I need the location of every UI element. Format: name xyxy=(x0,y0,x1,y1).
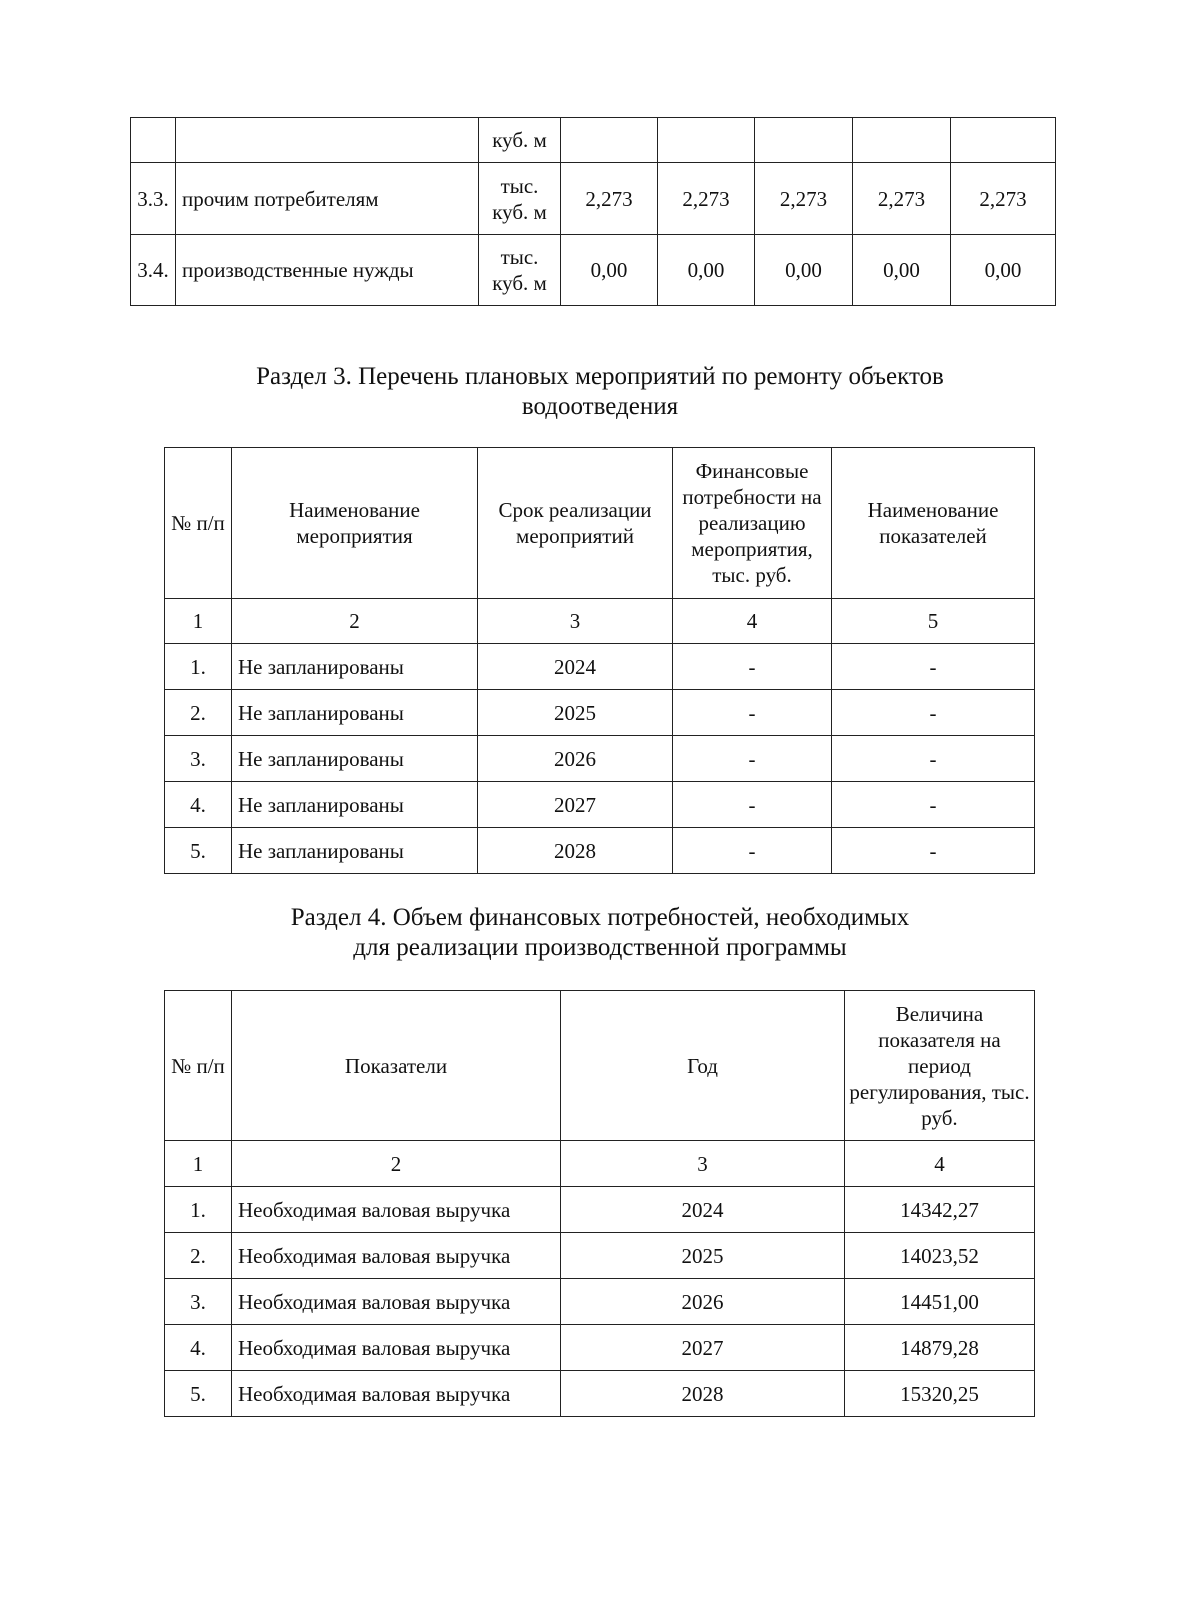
activity-name: Не запланированы xyxy=(232,828,478,874)
activity-name: Не запланированы xyxy=(232,690,478,736)
row-value xyxy=(755,118,853,163)
cell: 2028 xyxy=(561,1371,845,1417)
row-name: производственные нужды xyxy=(176,235,479,306)
column-number: 4 xyxy=(673,599,832,644)
row-value xyxy=(561,118,658,163)
table-row xyxy=(165,782,1035,828)
section4-title-line2: для реализации производственной программы xyxy=(353,934,847,961)
table-row xyxy=(165,644,1035,690)
column-header: № п/п xyxy=(165,448,232,599)
row-value: 2,273 xyxy=(561,163,658,235)
column-number: 5 xyxy=(832,599,1035,644)
row-value xyxy=(853,118,951,163)
cell: 3. xyxy=(165,736,232,782)
column-header: Год xyxy=(561,991,845,1141)
indicator-name: Необходимая валовая выручка xyxy=(232,1325,561,1371)
cell: - xyxy=(832,736,1035,782)
column-header: Финансовые потребности на реализацию мероприятия, тыс. руб. xyxy=(673,448,832,599)
header-row xyxy=(165,991,1035,1141)
cell: 5. xyxy=(165,828,232,874)
cell: - xyxy=(832,690,1035,736)
indicator-name: Необходимая валовая выручка xyxy=(232,1371,561,1417)
row-name: прочим потребителям xyxy=(176,163,479,235)
row-value: 0,00 xyxy=(951,235,1056,306)
row-value xyxy=(658,118,755,163)
cell: 1. xyxy=(165,1187,232,1233)
cell: 2025 xyxy=(478,690,673,736)
column-number-row xyxy=(165,1141,1035,1187)
row-number: 3.3. xyxy=(131,163,176,235)
cell: 15320,25 xyxy=(845,1371,1035,1417)
cell: - xyxy=(673,644,832,690)
column-number: 1 xyxy=(165,1141,232,1187)
cell: - xyxy=(673,828,832,874)
table-row xyxy=(165,1325,1035,1371)
cell: 14342,27 xyxy=(845,1187,1035,1233)
row-value: 0,00 xyxy=(755,235,853,306)
cell: 1. xyxy=(165,644,232,690)
cell: - xyxy=(832,828,1035,874)
cell: 4. xyxy=(165,782,232,828)
row-value: 2,273 xyxy=(658,163,755,235)
column-header: Величина показателя на период регулирования, тыс. руб. xyxy=(845,991,1035,1141)
table-row xyxy=(131,163,1056,235)
row-number xyxy=(131,118,176,163)
section3-title xyxy=(0,362,1200,422)
column-number: 1 xyxy=(165,599,232,644)
section3-title-line2: водоотведения xyxy=(521,393,679,420)
cell: 5. xyxy=(165,1371,232,1417)
table-row xyxy=(165,690,1035,736)
header-row xyxy=(165,448,1035,599)
activity-name: Не запланированы xyxy=(232,644,478,690)
repair-activities-table xyxy=(164,447,1035,874)
column-number: 2 xyxy=(232,599,478,644)
section4-title xyxy=(0,903,1200,963)
table-row xyxy=(131,118,1056,163)
table-row xyxy=(165,1371,1035,1417)
column-header: Наименование показателей xyxy=(832,448,1035,599)
row-value: 0,00 xyxy=(658,235,755,306)
indicator-name: Необходимая валовая выручка xyxy=(232,1233,561,1279)
row-unit: тыс. куб. м xyxy=(479,163,561,235)
row-value: 0,00 xyxy=(853,235,951,306)
cell: 2027 xyxy=(478,782,673,828)
column-number: 4 xyxy=(845,1141,1035,1187)
indicator-name: Необходимая валовая выручка xyxy=(232,1187,561,1233)
row-unit: куб. м xyxy=(479,118,561,163)
section4-title-line1: Раздел 4. Объем финансовых потребностей, необходимых xyxy=(290,904,910,931)
row-unit: тыс. куб. м xyxy=(479,235,561,306)
column-number: 3 xyxy=(478,599,673,644)
cell: - xyxy=(673,782,832,828)
column-header: Наименование мероприятия xyxy=(232,448,478,599)
activity-name: Не запланированы xyxy=(232,736,478,782)
table-row xyxy=(165,736,1035,782)
cell: 14879,28 xyxy=(845,1325,1035,1371)
consumption-table-continued xyxy=(130,117,1056,306)
activity-name: Не запланированы xyxy=(232,782,478,828)
row-value: 0,00 xyxy=(561,235,658,306)
table-row xyxy=(165,828,1035,874)
table-row xyxy=(131,235,1056,306)
cell: 2026 xyxy=(561,1279,845,1325)
cell: 2028 xyxy=(478,828,673,874)
cell: 14451,00 xyxy=(845,1279,1035,1325)
row-number: 3.4. xyxy=(131,235,176,306)
table-row xyxy=(165,1233,1035,1279)
column-header: № п/п xyxy=(165,991,232,1141)
column-header: Срок реализации мероприятий xyxy=(478,448,673,599)
cell: - xyxy=(673,736,832,782)
cell: 2025 xyxy=(561,1233,845,1279)
cell: 2024 xyxy=(561,1187,845,1233)
cell: 2. xyxy=(165,1233,232,1279)
row-value: 2,273 xyxy=(755,163,853,235)
cell: 2027 xyxy=(561,1325,845,1371)
cell: - xyxy=(673,690,832,736)
section3-title-line1: Раздел 3. Перечень плановых мероприятий по ремонту объектов xyxy=(256,363,944,390)
cell: - xyxy=(832,782,1035,828)
cell: 14023,52 xyxy=(845,1233,1035,1279)
cell: 2024 xyxy=(478,644,673,690)
column-header: Показатели xyxy=(232,991,561,1141)
table-row xyxy=(165,1187,1035,1233)
table-row xyxy=(165,1279,1035,1325)
column-number-row xyxy=(165,599,1035,644)
cell: 3. xyxy=(165,1279,232,1325)
cell: - xyxy=(832,644,1035,690)
cell: 2026 xyxy=(478,736,673,782)
row-value: 2,273 xyxy=(951,163,1056,235)
cell: 4. xyxy=(165,1325,232,1371)
column-number: 2 xyxy=(232,1141,561,1187)
cell: 2. xyxy=(165,690,232,736)
indicator-name: Необходимая валовая выручка xyxy=(232,1279,561,1325)
column-number: 3 xyxy=(561,1141,845,1187)
row-value xyxy=(951,118,1056,163)
row-name xyxy=(176,118,479,163)
financial-needs-table xyxy=(164,990,1035,1417)
row-value: 2,273 xyxy=(853,163,951,235)
